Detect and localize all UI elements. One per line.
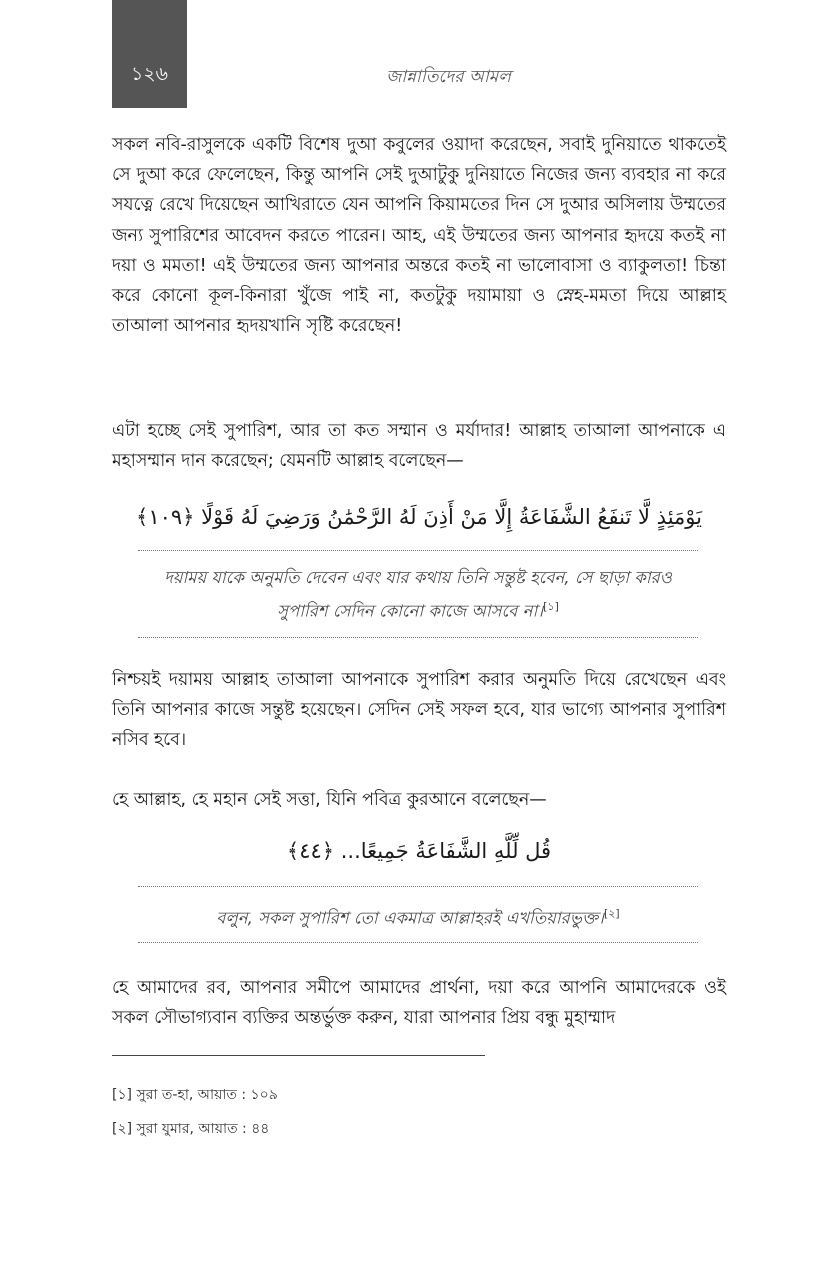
footnote-ref-1[interactable]: [১]	[543, 600, 559, 613]
running-title: জান্নাতিদের আমল	[386, 67, 511, 87]
quran-verse-2: قُل لِّلَّهِ الشَّفَاعَةُ جَمِيعًا... ﴿٤٤﴾	[286, 839, 552, 863]
paragraph-3: নিশ্চয়ই দয়াময় আল্লাহ তাআলা আপনাকে সুপারিশ করার অনুমতি দিয়ে রেখেছেন এবং তিনি আপনার কাজে সন্তুষ্ট হয়েছেন। সেদিন সেই সফল হবে, যার ভাগ্যে আপনার সুপারিশ নসিব হবে।	[112, 670, 726, 751]
page-number: ১২৬	[130, 63, 169, 85]
verse-1-translation-box	[138, 550, 698, 638]
footnote-2: [২] সুরা যুমার, আয়াত : ৪৪	[112, 1121, 270, 1137]
footnote-ref-2[interactable]: [২]	[603, 907, 620, 920]
footnote-divider	[112, 1055, 485, 1056]
quran-verse-1: يَوْمَئِذٍ لَّا تَنفَعُ الشَّفَاعَةُ إِلَّا مَنْ أَذِنَ لَهُ الرَّحْمَٰنُ وَرَضِيَ لَهُ قَوْلًا ﴿١٠٩﴾	[136, 505, 702, 529]
paragraph-5: হে আমাদের রব, আপনার সমীপে আমাদের প্রার্থনা, দয়া করে আপনি আমাদেরকে ওই সকল সৌভাগ্যবান ব্যক্তির অন্তর্ভুক্ত করুন, যারা আপনার প্রিয় বন্ধু মুহাম্মাদ	[112, 978, 726, 1029]
paragraph-2: এটা হচ্ছে সেই সুপারিশ, আর তা কত সম্মান ও মর্যাদার! আল্লাহ তাআলা আপনাকে এ মহাসম্মান দান করেছেন; যেমনটি আল্লাহ বলেছেন—	[112, 421, 726, 472]
paragraph-4: হে আল্লাহ, হে মহান সেই সত্তা, যিনি পবিত্র কুরআনে বলেছেন—	[112, 790, 547, 810]
verse-2-translation-box	[138, 886, 698, 943]
verse-2-translation: বলুন, সকল সুপারিশ তো একমাত্র আল্লাহরই এখতিয়ারভুক্ত।	[216, 908, 604, 928]
paragraph-1: সকল নবি-রাসুলকে একটি বিশেষ দুআ কবুলের ওয়াদা করেছেন, সবাই দুনিয়াতে থাকতেই সে দুআ করে ফেলেছেন, কিন্তু আপনি সেই দুআটুকু দুনিয়াতে নিজের জন্য ব্যবহার না করে সযত্নে রেখে দিয়েছেন আখিরাতে যেন আপনি কিয়ামতের দিন সে দুআর অসিলায় উম্মতের জন্য সুপারিশের আবেদন করতে পারেন। আহ, এই উম্মতের জন্য আপনার হৃদয়ে কতই না দয়া ও মমতা! এই উম্মতের জন্য আপনার অন্তরে কতই না ভালোবাসা ও ব্যাকুলতা! চিন্তা করে কোনো কূল-কিনারা খুঁজে পাই না, কতটুকু দয়ামায়া ও স্নেহ-মমতা দিয়ে আল্লাহ তাআলা আপনার হৃদয়খানি সৃষ্টি করেছেন!	[112, 135, 726, 337]
page-number-tab	[112, 0, 187, 108]
footnote-1: [১] সুরা ত-হা, আয়াত : ১০৯	[112, 1087, 278, 1103]
verse-1-translation: দয়াময় যাকে অনুমতি দেবেন এবং যার কথায় তিনি সন্তুষ্ট হবেন, সে ছাড়া কারও সুপারিশ সেদিন কোনো কাজে আসবে না।	[164, 568, 672, 621]
